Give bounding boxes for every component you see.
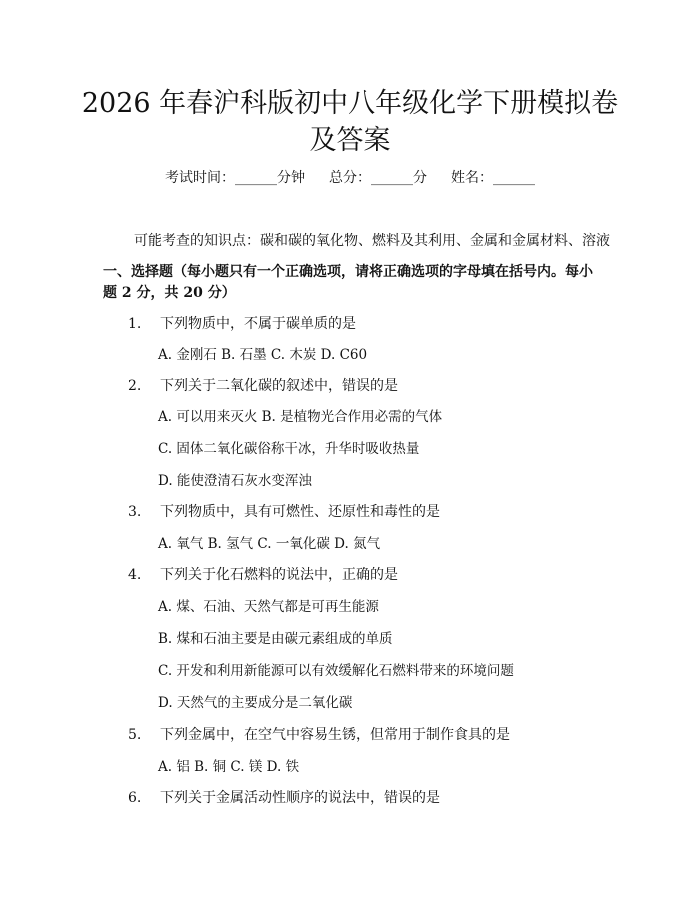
question-5 bbox=[128, 724, 510, 746]
question-6 bbox=[128, 787, 440, 809]
question-number: 4. bbox=[128, 567, 142, 583]
question-text: 下列金属中，在空气中容易生锈，但常用于制作食具的是 bbox=[160, 727, 510, 743]
exam-title-line-2: 及答案 bbox=[309, 125, 391, 156]
question-1 bbox=[128, 313, 356, 335]
question-number: 2. bbox=[128, 378, 142, 394]
question-number: 1. bbox=[128, 316, 142, 332]
question-text: 下列关于二氧化碳的叙述中，错误的是 bbox=[160, 378, 398, 394]
question-text: 下列关于金属活动性顺序的说法中，错误的是 bbox=[160, 790, 440, 806]
question-text: 下列物质中，具有可燃性、还原性和毒性的是 bbox=[160, 504, 440, 520]
question-3-options: A. 氧气 B. 氢气 C. 一氧化碳 D. 氮气 bbox=[158, 536, 381, 552]
question-1-options: A. 金刚石 B. 石墨 C. 木炭 D. C60 bbox=[158, 347, 368, 363]
question-4-option-b: B. 煤和石油主要是由碳元素组成的单质 bbox=[158, 631, 393, 647]
section-heading-line-2: 题 2 分，共 20 分） bbox=[103, 285, 236, 301]
question-text: 下列物质中，不属于碳单质的是 bbox=[160, 316, 356, 332]
exam-time-field: 考试时间：______分钟 bbox=[165, 170, 305, 186]
question-2-option-ab: A. 可以用来灭火 B. 是植物光合作用必需的气体 bbox=[158, 409, 443, 425]
question-number: 3. bbox=[128, 504, 142, 520]
question-4-option-c: C. 开发和利用新能源可以有效缓解化石燃料带来的环境问题 bbox=[158, 663, 514, 679]
section-heading-line-1: 一、选择题（每小题只有一个正确选项，请将正确选项的字母填在括号内。每小 bbox=[103, 264, 593, 280]
question-4 bbox=[128, 564, 398, 586]
question-2-option-d: D. 能使澄清石灰水变浑浊 bbox=[158, 473, 312, 489]
question-2-option-c: C. 固体二氧化碳俗称干冰，升华时吸收热量 bbox=[158, 441, 420, 457]
question-2 bbox=[128, 375, 398, 397]
student-name-field: 姓名：______ bbox=[451, 170, 535, 186]
question-3 bbox=[128, 501, 440, 523]
question-number: 5. bbox=[128, 727, 142, 743]
question-4-option-a: A. 煤、石油、天然气都是可再生能源 bbox=[158, 599, 379, 615]
exam-title-line-1: 2026 年春沪科版初中八年级化学下册模拟卷 bbox=[81, 88, 619, 119]
question-4-option-d: D. 天然气的主要成分是二氧化碳 bbox=[158, 695, 353, 711]
question-number: 6. bbox=[128, 790, 142, 806]
knowledge-scope: 可能考查的知识点：碳和碳的氧化物、燃料及其利用、金属和金属材料、溶液 bbox=[134, 233, 610, 249]
question-5-options: A. 铝 B. 铜 C. 镁 D. 铁 bbox=[158, 759, 300, 775]
question-text: 下列关于化石燃料的说法中，正确的是 bbox=[160, 567, 398, 583]
total-score-field: 总分：______分 bbox=[329, 170, 427, 186]
exam-meta bbox=[0, 167, 700, 189]
